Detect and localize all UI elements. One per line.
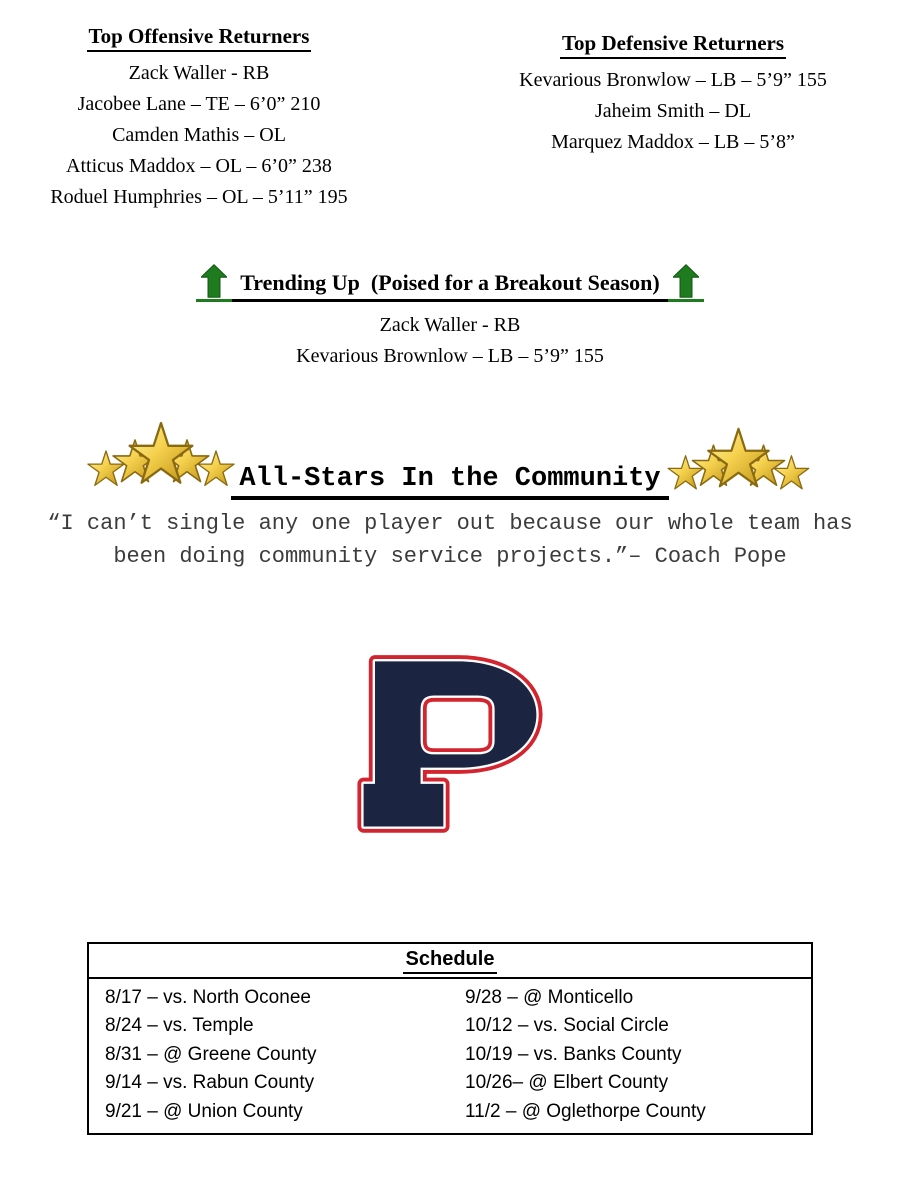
trending-player: Kevarious Brownlow – LB – 5’9” 155 [296,345,604,367]
up-arrow-icon [196,264,232,302]
defensive-player: Jaheim Smith – DL [594,100,752,122]
offensive-player: Atticus Maddox – OL – 6’0” 238 [66,155,332,177]
up-arrow-icon [668,264,704,302]
offensive-player: Roduel Humphries – OL – 5’11” 195 [50,186,348,208]
schedule-game: 10/26– @ Elbert County [465,1072,669,1094]
schedule-title: Schedule [403,948,498,974]
quote-line: been doing community service projects.”– Coach Pope [113,544,787,569]
schedule-game: 8/17 – vs. North Oconee [105,987,311,1008]
defensive-title: Top Defensive Returners [560,31,786,59]
schedule-column-right [465,984,811,1126]
schedule-game: 8/24 – vs. Temple [105,1015,254,1037]
offensive-player: Camden Mathis – OL [112,124,286,146]
schedule-game: 9/21 – @ Union County [105,1100,303,1122]
defensive-player: Marquez Maddox – LB – 5’8” [551,131,795,153]
schedule-game: 10/12 – vs. Social Circle [465,1015,669,1037]
schedule-game: 11/2 – @ Oglethorpe County [465,1100,706,1122]
trending-up-section [0,264,900,372]
trending-player: Zack Waller - RB [379,314,521,336]
top-offensive-returners-section [8,24,390,213]
top-defensive-returners-section [478,31,868,158]
quote-line: “I can’t single any one player out because our whole team has [47,511,853,536]
schedule-header [89,944,811,979]
schedule-game: 8/31 – @ Greene County [105,1043,317,1065]
schedule-game: 9/28 – @ Monticello [465,987,634,1008]
offensive-player: Jacobee Lane – TE – 6’0” 210 [77,93,321,115]
schedule-table [87,942,813,1135]
schedule-game: 9/14 – vs. Rabun County [105,1072,315,1094]
community-section [0,464,900,500]
community-title: All-Stars In the Community [231,464,668,500]
schedule-column-left [105,984,465,1126]
schedule-game: 10/19 – vs. Banks County [465,1043,682,1065]
offensive-title: Top Offensive Returners [87,24,312,52]
team-letter-p-logo [350,649,550,837]
trending-title: Trending Up (Poised for a Breakout Season) [232,270,667,302]
coach-quote [0,507,900,573]
defensive-player: Kevarious Bronwlow – LB – 5’9” 155 [519,69,827,91]
offensive-player: Zack Waller - RB [128,62,270,84]
